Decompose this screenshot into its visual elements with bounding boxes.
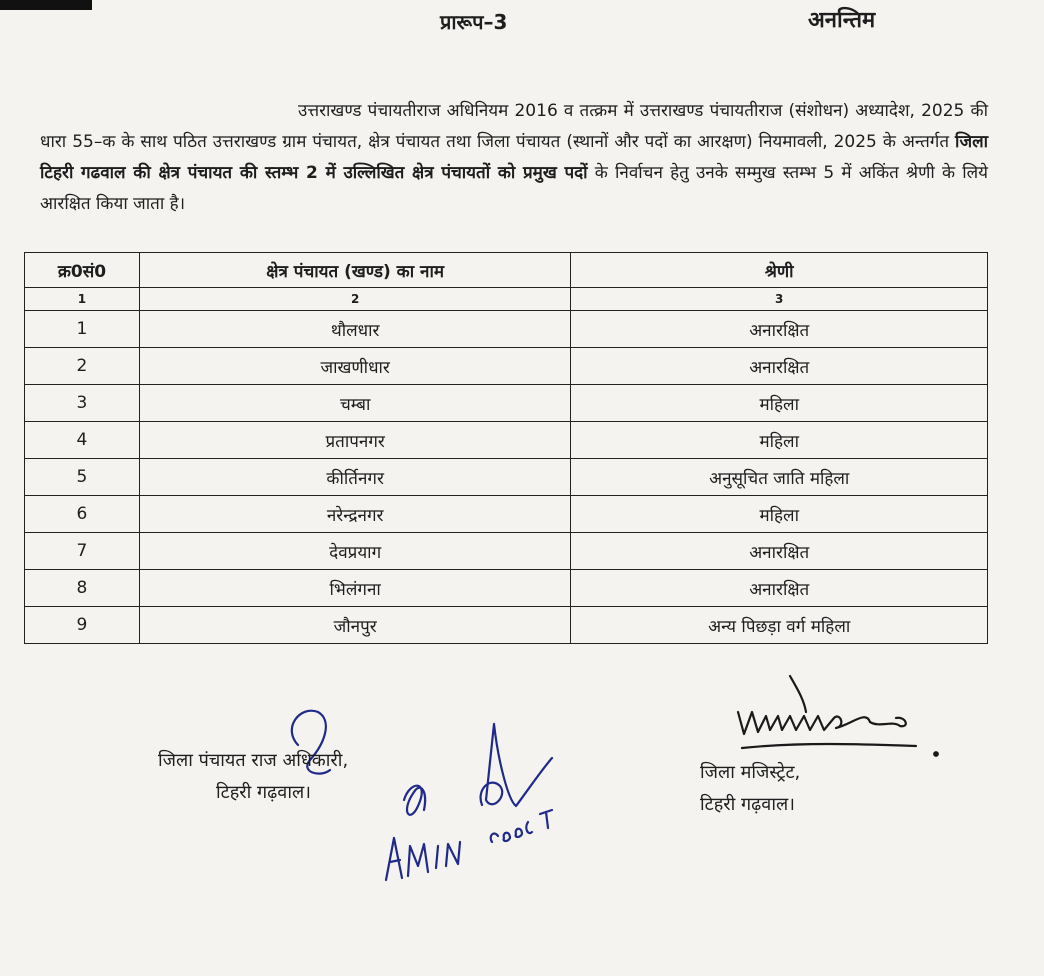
signatory-district-right: टिहरी गढ़वाल। (700, 794, 796, 815)
category-cell: अनारक्षित (571, 570, 988, 607)
paragraph-text-1: उत्तराखण्ड पंचायतीराज अधिनियम 2016 व तत्क्रम में उत्तराखण्ड पंचायतीराज (संशोधन) अध्यादेश, 2025 की धारा 55–क के साथ पठित उत्तराखण्ड ग्राम पंचायत, क्षेत्र पंचायत तथा जिला पंचायत (स्थानों और पदों का आरक्षण) नियमावली, 2025 के अन्तर्गत (40, 101, 988, 152)
signatory-district-left: टिहरी गढ़वाल। (216, 782, 312, 803)
serial-cell: 5 (25, 459, 140, 496)
column-number: 2 (139, 288, 571, 311)
panchayat-cell: नरेन्द्रनगर (139, 496, 571, 533)
panchayat-cell: थौलधार (139, 311, 571, 348)
signature-block-left (158, 745, 348, 809)
serial-cell: 1 (25, 311, 140, 348)
header-category: श्रेणी (571, 253, 988, 288)
panchayat-cell: भिलंगना (139, 570, 571, 607)
form-number: प्रारूप–3 (440, 10, 508, 34)
panchayat-cell: जाखणीधार (139, 348, 571, 385)
column-number: 3 (571, 288, 988, 311)
paragraph-bold-text: जिला टिहरी गढवाल की क्षेत्र पंचायत की स्तम्भ 2 में उल्लिखित क्षेत्र पंचायतों को प्रमुख पदों (40, 132, 988, 183)
serial-cell: 6 (25, 496, 140, 533)
serial-cell: 2 (25, 348, 140, 385)
signature-scrawl-stroke (404, 786, 425, 815)
category-cell: अनारक्षित (571, 311, 988, 348)
serial-cell: 4 (25, 422, 140, 459)
panchayat-cell: देवप्रयाग (139, 533, 571, 570)
category-cell: अन्य पिछड़ा वर्ग महिला (571, 607, 988, 644)
signature-right-stroke (738, 712, 906, 734)
serial-cell: 8 (25, 570, 140, 607)
paragraph-text-2: के निर्वाचन हेतु उनके सम्मुख स्तम्भ 5 में अकिंत श्रेणी के लिये आरक्षित किया जाता है। (40, 163, 989, 214)
status-label: अनन्तिम (808, 8, 876, 33)
signature-right-tick (790, 676, 806, 712)
signature-coo-stroke (491, 810, 552, 842)
category-cell: अनुसूचित जाति महिला (571, 459, 988, 496)
signatory-title-right: जिला मजिस्ट्रेट, (700, 762, 801, 783)
category-cell: अनारक्षित (571, 533, 988, 570)
panchayat-cell: जौनपुर (139, 607, 571, 644)
header-panchayat-name: क्षेत्र पंचायत (खण्ड) का नाम (139, 253, 571, 288)
column-number: 1 (25, 288, 140, 311)
category-cell: अनारक्षित (571, 348, 988, 385)
signatory-title-left: जिला पंचायत राज अधिकारी, (158, 750, 349, 771)
signature-middle-stroke (481, 724, 552, 806)
panchayat-cell: प्रतापनगर (139, 422, 571, 459)
signature-block-right (700, 757, 800, 821)
signature-right-underline (742, 744, 916, 748)
header-serial: क्र0सं0 (25, 253, 140, 288)
panchayat-cell: कीर्तिनगर (139, 459, 571, 496)
serial-cell: 9 (25, 607, 140, 644)
serial-cell: 3 (25, 385, 140, 422)
signature-dot (934, 752, 938, 756)
category-cell: महिला (571, 422, 988, 459)
panchayat-cell: चम्बा (139, 385, 571, 422)
category-cell: महिला (571, 496, 988, 533)
signature-amin-stroke (386, 838, 460, 880)
serial-cell: 7 (25, 533, 140, 570)
category-cell: महिला (571, 385, 988, 422)
